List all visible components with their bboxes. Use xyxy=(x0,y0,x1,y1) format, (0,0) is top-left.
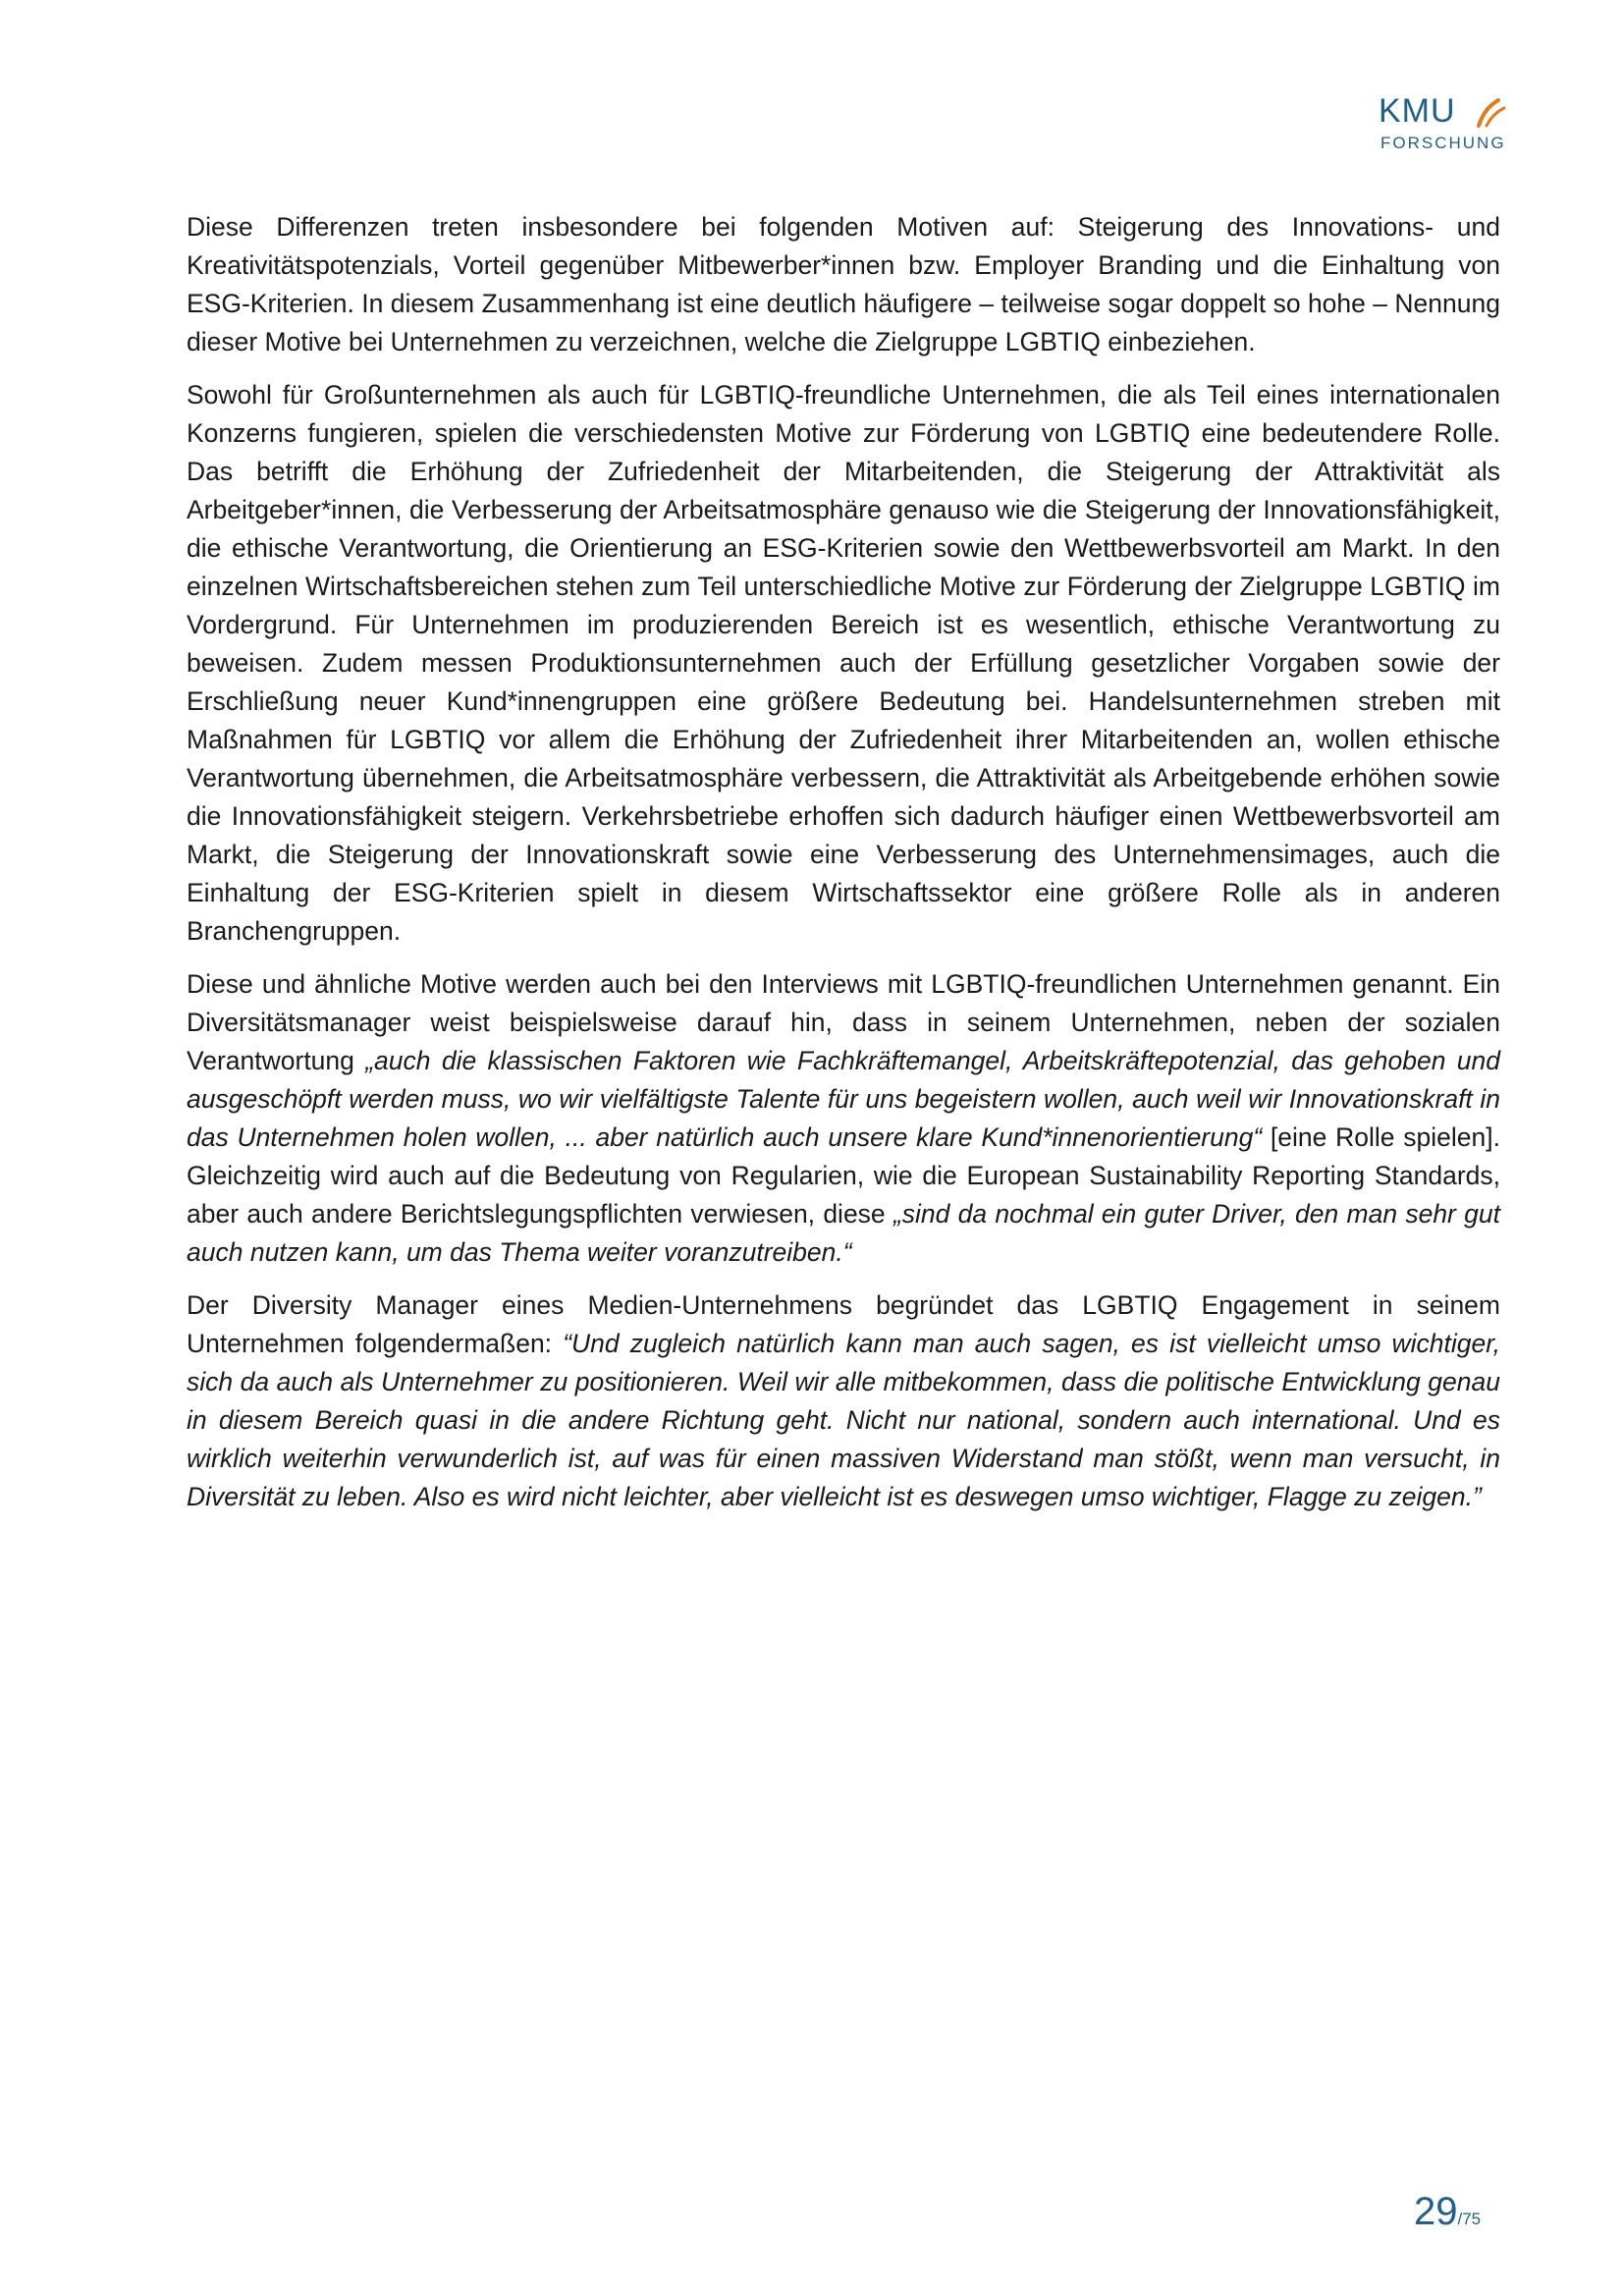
logo-wordmark-bottom: FORSCHUNG xyxy=(1380,134,1506,152)
paragraph-3 xyxy=(187,965,1500,1272)
logo-swoosh-icon xyxy=(1473,96,1506,130)
page-number xyxy=(1414,2190,1512,2233)
paragraph-4 xyxy=(187,1286,1500,1516)
page-number-current: 29 xyxy=(1414,2190,1458,2233)
paragraph-3-quote-2: „sind da nochmal ein guter Driver, den man sehr gut auch nutzen kann, um das Thema weiter voranzutreiben.“ xyxy=(187,1199,1500,1267)
paragraph-4-text: Der Diversity Manager eines Medien-Unternehmens begründet das LGBTIQ Engagement in seinem Unternehmen folgendermaßen: xyxy=(187,1290,1500,1358)
paragraph-4-quote: “Und zugleich natürlich kann man auch sagen, es ist vielleicht umso wichtiger, sich da auch als Unternehmer zu positionieren. Weil wir alle mitbekommen, dass die politische Entwicklung genau in diesem Bereich quasi in die andere Richtung geht. Nicht nur national, sondern auch international. Und es wirklich weiterhin verwunderlich ist, auf was für einen massiven Widerstand man stößt, wenn man versucht, in Diversität zu leben. Also es wird nicht leichter, aber vielleicht ist es deswegen umso wichtiger, Flagge zu zeigen.” xyxy=(187,1329,1500,1511)
paragraph-3-quote-1: „auch die klassischen Faktoren wie Fachkräftemangel, Arbeitskräftepotenzial, das gehoben und ausgeschöpft werden muss, wo wir vielfältigste Talente für uns begeistern wollen, auch weil wir Innovationskraft in das Unternehmen holen wollen, ... aber natürlich auch unsere klare Kund*innenorientierung“ xyxy=(187,1046,1500,1152)
kmu-forschung-logo xyxy=(1379,94,1506,163)
body-text xyxy=(187,208,1500,1531)
paragraph-1: Diese Differenzen treten insbesondere bei folgenden Motiven auf: Steigerung des Innovations- und Kreativitätspotenzials, Vorteil gegenüber Mitbewerber*innen bzw. Employer Branding und die Einhaltung von ESG-Kriterien. In diesem Zusammenhang ist eine deutlich häufigere – teilweise sogar doppelt so hohe – Nennung dieser Motive bei Unternehmen zu verzeichnen, welche die Zielgruppe LGBTIQ einbeziehen. xyxy=(187,212,1500,356)
page-number-total: /75 xyxy=(1457,2210,1482,2228)
paragraph-3-text-a: Diese und ähnliche Motive werden auch bei den Interviews mit LGBTIQ-freundlichen Unternehmen genannt. Ein Diversitätsmanager weist beispielsweise darauf hin, dass in seinem Unternehmen, neben der sozialen Verantwortung xyxy=(187,969,1500,1075)
paragraph-2: Sowohl für Großunternehmen als auch für LGBTIQ-freundliche Unternehmen, die als Teil eines internationalen Konzerns fungieren, spielen die verschiedensten Motive zur Förderung von LGBTIQ eine bedeutendere Rolle. Das betrifft die Erhöhung der Zufriedenheit der Mitarbeitenden, die Steigerung der Attraktivität als Arbeitgeber*innen, die Verbesserung der Arbeitsatmosphäre genauso wie die Steigerung der Innovationsfähigkeit, die ethische Verantwortung, die Orientierung an ESG-Kriterien sowie den Wettbewerbsvorteil am Markt. In den einzelnen Wirtschaftsbereichen stehen zum Teil unterschiedliche Motive zur Förderung der Zielgruppe LGBTIQ im Vordergrund. Für Unternehmen im produzierenden Bereich ist es wesentlich, ethische Verantwortung zu beweisen. Zudem messen Produktionsunternehmen auch der Erfüllung gesetzlicher Vorgaben sowie der Erschließung neuer Kund*innengruppen eine größere Bedeutung bei. Handelsunternehmen streben mit Maßnahmen für LGBTIQ vor allem die Erhöhung der Zufriedenheit ihrer Mitarbeitenden an, wollen ethische Verantwortung übernehmen, die Arbeitsatmosphäre verbessern, die Attraktivität als Arbeitgebende erhöhen sowie die Innovationsfähigkeit steigern. Verkehrsbetriebe erhoffen sich dadurch häufiger einen Wettbewerbsvorteil am Markt, die Steigerung der Innovationskraft sowie eine Verbesserung des Unternehmensimages, auch die Einhaltung der ESG-Kriterien spielt in diesem Wirtschaftssektor eine größere Rolle als in anderen Branchengruppen. xyxy=(187,380,1500,946)
logo-wordmark-top: KMU xyxy=(1379,92,1456,130)
paragraph-3-text-b: [eine Rolle spielen]. Gleichzeitig wird auch auf die Bedeutung von Regularien, wie die European Sustainability Reporting Standards, aber auch andere Berichtslegungspflichten verwiesen, diese xyxy=(187,1122,1500,1229)
